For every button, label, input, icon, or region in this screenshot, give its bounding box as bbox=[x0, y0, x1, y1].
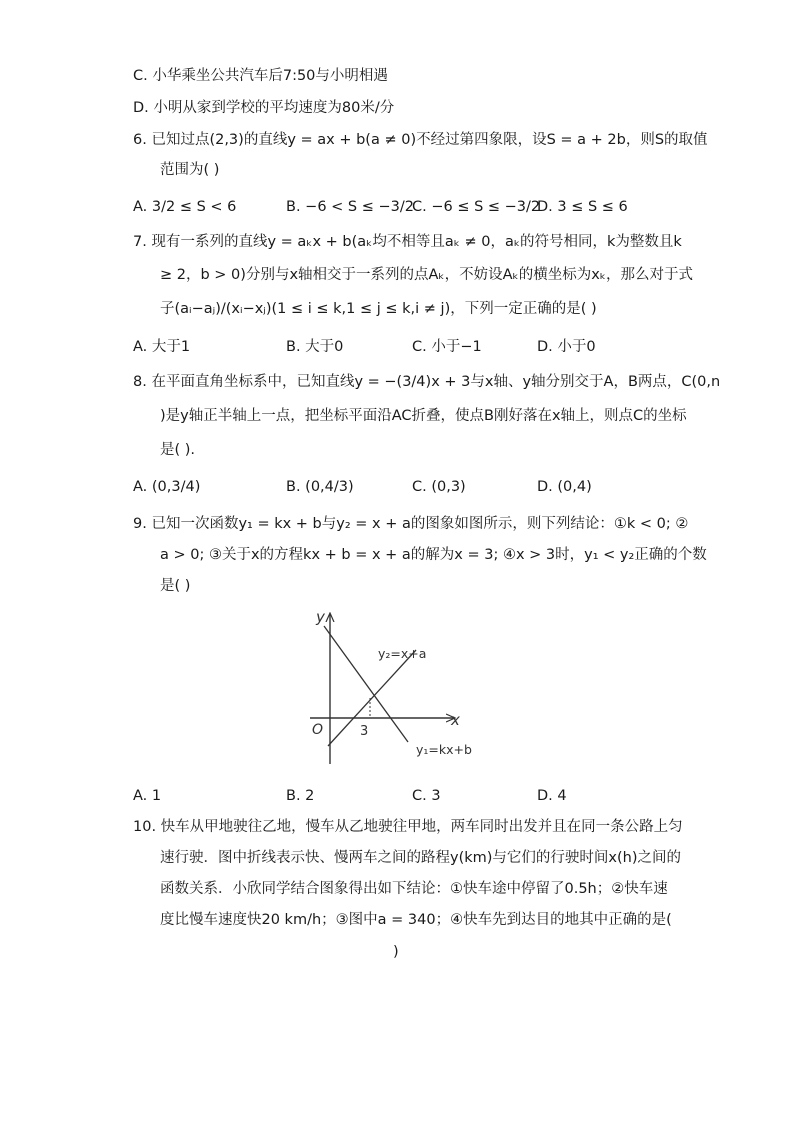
q5-option-c: C. 小华乘坐公共汽车后7:50与小明相遇 bbox=[133, 68, 388, 84]
q9-option-c: C. 3 bbox=[412, 788, 441, 804]
q6-option-c: C. −6 ≤ S ≤ −3/2 bbox=[412, 199, 541, 215]
q6-stem-line1: 6. 已知过点(2,3)的直线y = ax + b(a ≠ 0)不经过第四象限，设S = a + 2b，则S的取值 bbox=[133, 132, 708, 148]
q8-stem-line3: 是( ). bbox=[160, 442, 196, 458]
q8-option-a: A. (0,3/4) bbox=[133, 479, 201, 495]
line-y2 bbox=[328, 650, 416, 746]
q8-option-d: D. (0,4) bbox=[537, 479, 592, 495]
q8-stem-line1: 8. 在平面直角坐标系中，已知直线y = −(3/4)x + 3与x轴、y轴分别交于A，B两点，C(0,n bbox=[133, 374, 721, 390]
q8-stem-line2: )是y轴正半轴上一点，把坐标平面沿AC折叠，使点B刚好落在x轴上，则点C的坐标 bbox=[160, 408, 687, 424]
q7-option-c: C. 小于−1 bbox=[412, 339, 482, 355]
q7-stem-line1: 7. 现有一系列的直线y = aₖx + b(aₖ均不相等且aₖ ≠ 0，aₖ的符号相同，k为整数且k bbox=[133, 234, 682, 250]
x-axis-label: x bbox=[451, 711, 460, 729]
q8-option-c: C. (0,3) bbox=[412, 479, 466, 495]
q9-stem-line2: a > 0; ③关于x的方程kx + b = x + a的解为x = 3; ④x > 3时，y₁ < y₂正确的个数 bbox=[160, 547, 707, 563]
q5-option-d: D. 小明从家到学校的平均速度为80米/分 bbox=[133, 100, 395, 116]
q8-option-b: B. (0,4/3) bbox=[286, 479, 354, 495]
q7-stem-line2: ≥ 2，b > 0)分别与x轴相交于一系列的点Aₖ，不妨设Aₖ的横坐标为xₖ，那么对于式 bbox=[160, 267, 693, 283]
q7-option-b: B. 大于0 bbox=[286, 339, 344, 355]
q9-graph bbox=[290, 604, 490, 774]
q9-option-a: A. 1 bbox=[133, 788, 162, 804]
q10-stem-line2: 速行驶．图中折线表示快、慢两车之间的路程y(km)与它们的行驶时间x(h)之间的 bbox=[160, 850, 681, 866]
q10-stem-line4: 度比慢车速度快20 km/h；③图中a = 340；④快车先到达目的地其中正确的是( bbox=[160, 912, 672, 928]
q7-stem-line3: 子(aᵢ−aⱼ)/(xᵢ−xⱼ)(1 ≤ i ≤ k,1 ≤ j ≤ k,i ≠ j)，下列一定正确的是( ) bbox=[160, 301, 597, 317]
q6-option-b: B. −6 < S ≤ −3/2 bbox=[286, 199, 414, 215]
q9-option-b: B. 2 bbox=[286, 788, 315, 804]
y-axis-label: y bbox=[316, 608, 325, 626]
q10-stem-line5: ) bbox=[393, 944, 399, 960]
q7-option-a: A. 大于1 bbox=[133, 339, 191, 355]
q6-option-a: A. 3/2 ≤ S < 6 bbox=[133, 199, 237, 215]
q9-option-d: D. 4 bbox=[537, 788, 567, 804]
q9-stem-line3: 是( ) bbox=[160, 578, 191, 594]
q10-stem-line3: 函数关系．小欣同学结合图象得出如下结论：①快车途中停留了0.5h；②快车速 bbox=[160, 881, 668, 897]
q7-option-d: D. 小于0 bbox=[537, 339, 596, 355]
origin-label: O bbox=[312, 722, 324, 738]
tick-label-3: 3 bbox=[360, 724, 369, 739]
q6-option-d: D. 3 ≤ S ≤ 6 bbox=[537, 199, 628, 215]
line-y1-label: y₁=kx+b bbox=[416, 742, 472, 757]
q6-stem-line2: 范围为( ) bbox=[160, 162, 220, 178]
line-y2-label: y₂=x+a bbox=[378, 646, 427, 661]
q9-stem-line1: 9. 已知一次函数y₁ = kx + b与y₂ = x + a的图象如图所示，则下列结论：①k < 0; ② bbox=[133, 516, 689, 532]
q10-stem-line1: 10. 快车从甲地驶往乙地，慢车从乙地驶往甲地，两车同时出发并且在同一条公路上匀 bbox=[133, 819, 683, 835]
